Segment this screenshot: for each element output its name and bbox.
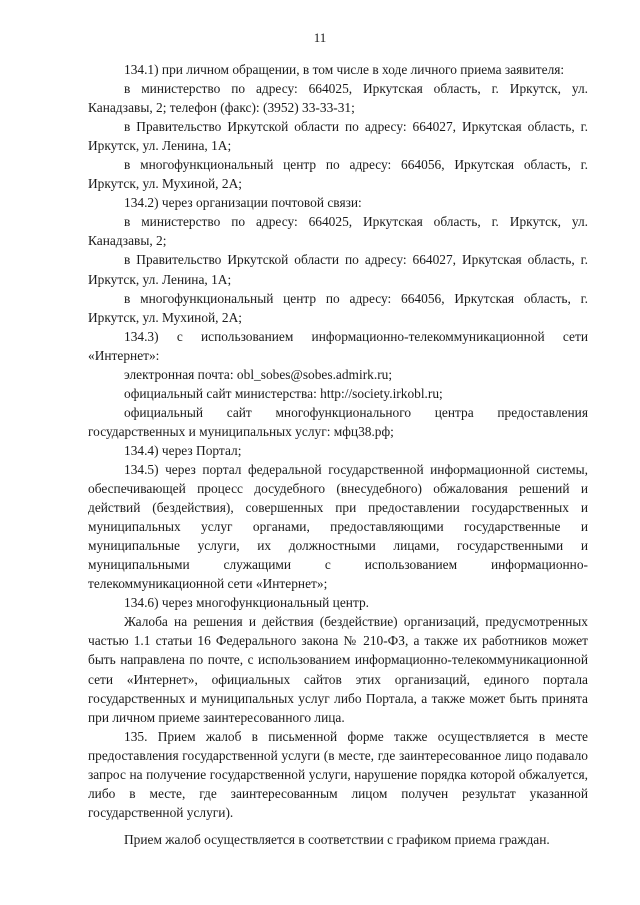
paragraph-135: 135. Прием жалоб в письменной форме также осуществляется в месте предоставления государственной услуги (в месте, где заинтересованное лицо подавало запрос на получение государственной услуги, нарушение порядка которой обжалуется, либо в месте, где заинтересованным лицом получен результат указанной государственной услуги). <box>88 728 588 820</box>
paragraph-mfc-address-post: в многофункциональный центр по адресу: 664056, Иркутская область, г. Иркутск, ул. Мухиной, 2А; <box>88 290 588 325</box>
paragraph-mfc-website: официальный сайт многофункционального центра предоставления государственных и муниципальных услуг: мфц38.рф; <box>88 404 588 439</box>
paragraph-ministry-address-personal: в министерство по адресу: 664025, Иркутская область, г. Иркутск, ул. Канадзавы, 2; телефон (факс): (3952) 33-33-31; <box>88 81 588 116</box>
document-body <box>88 60 588 849</box>
paragraph-134-6: 134.6) через многофункциональный центр. <box>124 595 370 611</box>
paragraph-134-3: 134.3) с использованием информационно-телекоммуникационной сети «Интернет»: <box>88 328 588 363</box>
paragraph-government-address-personal: в Правительство Иркутской области по адресу: 664027, Иркутская область, г. Иркутск, ул. Ленина, 1А; <box>88 119 588 154</box>
paragraph-ministry-website: официальный сайт министерства: http://society.irkobl.ru; <box>124 385 443 401</box>
paragraph-134-2: 134.2) через организации почтовой связи: <box>124 195 362 211</box>
paragraph-ministry-address-post: в министерство по адресу: 664025, Иркутская область, г. Иркутск, ул. Канадзавы, 2; <box>88 214 588 249</box>
paragraph-schedule: Прием жалоб осуществляется в соответствии с графиком приема граждан. <box>124 831 550 847</box>
paragraph-134-5: 134.5) через портал федеральной государственной информационной системы, обеспечивающей процесс досудебного (внесудебного) обжалования решений и действий (бездействия), совершенных при предоставлении государственных и муниципальных услуг органами, предоставляющими государственные и муниципальные услуги, их должностными лицами, государственными и муниципальными служащими с использованием информационно-телекоммуникационной сети «Интернет»; <box>88 461 588 592</box>
page-number: 11 <box>313 30 327 45</box>
paragraph-mfc-address-personal: в многофункциональный центр по адресу: 664056, Иркутская область, г. Иркутск, ул. Мухиной, 2А; <box>88 157 588 192</box>
paragraph-134-1: 134.1) при личном обращении, в том числе в ходе личного приема заявителя: <box>124 62 565 77</box>
paragraph-government-address-post: в Правительство Иркутской области по адресу: 664027, Иркутская область, г. Иркутск, ул. Ленина, 1А; <box>88 252 588 287</box>
paragraph-email: электронная почта: obl_sobes@sobes.admirk.ru; <box>124 366 393 382</box>
paragraph-complaint-organizations: Жалоба на решения и действия (бездействие) организаций, предусмотренных частью 1.1 статьи 16 Федерального закона № 210-ФЗ, а также их работников может быть направлена по почте, с использованием информационно-телекоммуникационной сети «Интернет», официальных сайтов этих организаций, единого портала государственных и муниципальных услуг либо Портала, а также может быть принята при личном приеме заинтересованного лица. <box>88 614 588 725</box>
paragraph-134-4: 134.4) через Портал; <box>124 442 242 458</box>
